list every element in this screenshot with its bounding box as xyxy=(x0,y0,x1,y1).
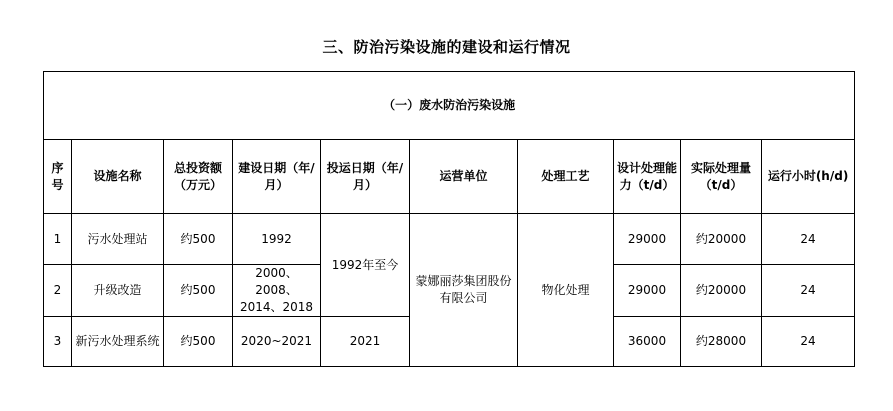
merged-operator: 蒙娜丽莎集团股份有限公司 xyxy=(410,214,518,367)
row-facility-name: 污水处理站 xyxy=(72,214,164,265)
row-run-hours: 24 xyxy=(762,317,855,367)
header-build-date: 建设日期（年/月） xyxy=(233,140,321,214)
row-actual-capacity: 约20000 xyxy=(681,214,762,265)
section-title: （一）废水防治污染设施 xyxy=(44,72,855,140)
row-investment: 约500 xyxy=(164,265,233,317)
row-run-hours: 24 xyxy=(762,265,855,317)
row-actual-capacity: 约28000 xyxy=(681,317,762,367)
header-operation-date: 投运日期（年/月） xyxy=(321,140,410,214)
row-actual-capacity: 约20000 xyxy=(681,265,762,317)
row-design-capacity: 36000 xyxy=(614,317,681,367)
row-build-date: 2020~2021 xyxy=(233,317,321,367)
row-design-capacity: 29000 xyxy=(614,214,681,265)
row-facility-name: 新污水处理系统 xyxy=(72,317,164,367)
row-design-capacity: 29000 xyxy=(614,265,681,317)
row-seq: 3 xyxy=(44,317,72,367)
section-row xyxy=(44,72,855,140)
merged-operation-date: 1992年至今 xyxy=(321,214,410,317)
row-build-date: 2000、2008、2014、2018 xyxy=(233,265,321,317)
row-seq: 1 xyxy=(44,214,72,265)
merged-process: 物化处理 xyxy=(518,214,614,367)
row-facility-name: 升级改造 xyxy=(72,265,164,317)
header-facility-name: 设施名称 xyxy=(72,140,164,214)
header-run-hours: 运行小时(h/d) xyxy=(762,140,855,214)
document-title: 三、防治污染设施的建设和运行情况 xyxy=(322,38,571,56)
row-run-hours: 24 xyxy=(762,214,855,265)
row-investment: 约500 xyxy=(164,317,233,367)
row-investment: 约500 xyxy=(164,214,233,265)
header-design-capacity: 设计处理能力（t/d） xyxy=(614,140,681,214)
header-seq: 序号 xyxy=(44,140,72,214)
row-seq: 2 xyxy=(44,265,72,317)
table-row xyxy=(44,214,855,265)
wastewater-facility-table xyxy=(43,71,855,367)
header-actual-capacity: 实际处理量（t/d） xyxy=(681,140,762,214)
row-operation-date: 2021 xyxy=(321,317,410,367)
header-process: 处理工艺 xyxy=(518,140,614,214)
header-investment: 总投资额（万元） xyxy=(164,140,233,214)
header-row xyxy=(44,140,855,214)
row-build-date: 1992 xyxy=(233,214,321,265)
header-operator: 运营单位 xyxy=(410,140,518,214)
